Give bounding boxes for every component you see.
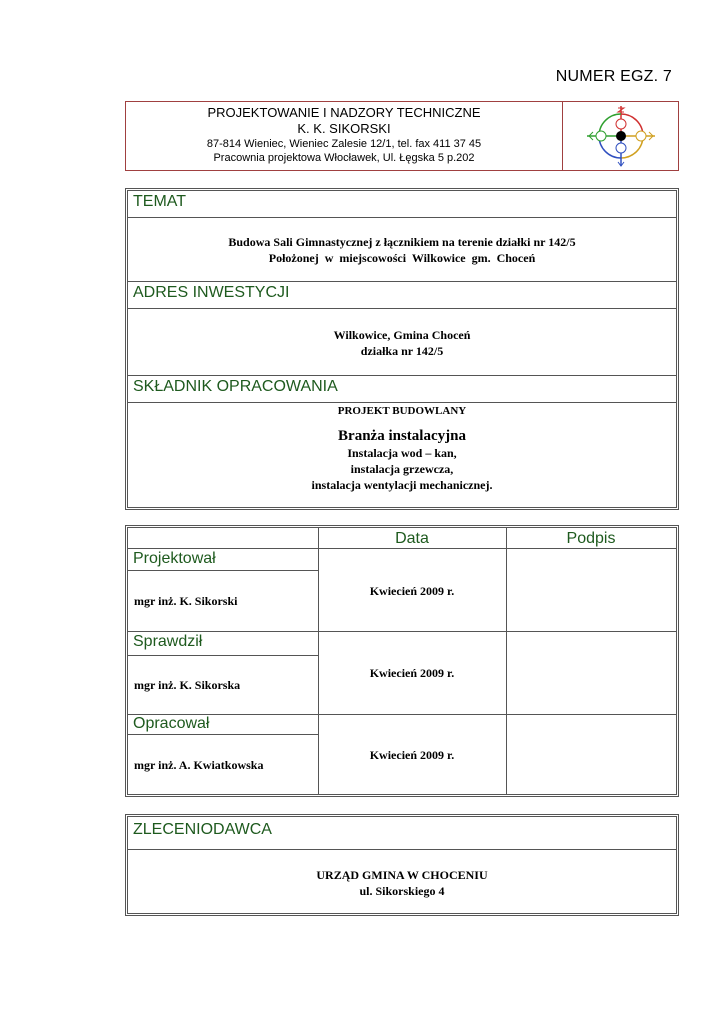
- skladnik-line-4: instalacja grzewcza,: [350, 462, 454, 476]
- col-data-header: Data: [395, 530, 429, 547]
- client-header-row: [128, 817, 676, 850]
- date-sprawdzil: Kwiecień 2009 r.: [369, 666, 455, 680]
- client-title: ZLECENIODAWCA: [133, 821, 272, 838]
- skladnik-line-3: Instalacja wod – kan,: [347, 446, 457, 460]
- client-content: [128, 867, 676, 899]
- role-sprawdzil: Sprawdził: [133, 633, 203, 650]
- row-3-divider: [128, 734, 318, 735]
- temat-content: [128, 218, 676, 282]
- temat-line-2: Położonej w miejscowości Wilkowice gm. Choceń: [268, 251, 536, 265]
- client-box: [125, 814, 679, 916]
- person-sprawdzil: mgr inż. K. Sikorska: [134, 678, 241, 692]
- person-projektowal: mgr inż. K. Sikorski: [134, 594, 238, 608]
- person-opracowal: mgr inż. A. Kwiatkowska: [134, 758, 264, 772]
- company-name: K. K. SIKORSKI: [297, 121, 391, 136]
- skladnik-line-5: instalacja wentylacji mechanicznej.: [311, 478, 493, 492]
- copy-number: NUMER EGZ. 7: [555, 68, 672, 85]
- header-divider: [128, 548, 676, 549]
- adres-content: [128, 309, 676, 376]
- skladnik-line-1: PROJEKT BUDOWLANY: [337, 405, 467, 417]
- date-opracowal: Kwiecień 2009 r.: [369, 748, 455, 762]
- adres-line-2: działka nr 142/5: [360, 344, 444, 358]
- company-office: Pracownia projektowa Włocławek, Ul. Łęgska 5 p.202: [213, 152, 475, 164]
- logo-cell: [562, 102, 679, 170]
- row-divider-2: [128, 714, 676, 715]
- temat-header-row: [128, 191, 676, 218]
- skladnik-line-2: Branża instalacyjna: [338, 428, 466, 444]
- col-podpis-header: Podpis: [566, 530, 616, 547]
- skladnik-title: SKŁADNIK OPRACOWANIA: [133, 378, 338, 395]
- column-divider-2: [506, 528, 507, 794]
- client-line-1: URZĄD GMINA W CHOCENIU: [316, 868, 488, 882]
- company-info: [126, 102, 562, 170]
- row-1-divider: [128, 570, 318, 571]
- adres-line-1: Wilkowice, Gmina Choceń: [333, 328, 471, 342]
- adres-header-row: [128, 282, 676, 309]
- row-divider-1: [128, 631, 676, 632]
- skladnik-content: [128, 403, 676, 493]
- temat-title: TEMAT: [133, 193, 187, 210]
- role-projektowal: Projektował: [133, 550, 216, 567]
- company-line-1: PROJEKTOWANIE I NADZORY TECHNICZNE: [207, 105, 481, 120]
- client-line-2: ul. Sikorskiego 4: [359, 884, 445, 898]
- compass-rose-logo-icon: [563, 102, 679, 170]
- temat-line-1: Budowa Sali Gimnastycznej z łącznikiem na terenie działki nr 142/5: [228, 235, 576, 249]
- date-projektowal: Kwiecień 2009 r.: [369, 584, 455, 598]
- row-2-divider: [128, 655, 318, 656]
- adres-title: ADRES INWESTYCJI: [133, 284, 290, 301]
- company-address: 87-814 Wieniec, Wieniec Zalesie 12/1, tel. fax 411 37 45: [206, 138, 482, 150]
- role-opracowal: Opracował: [133, 715, 210, 732]
- project-info-box: [125, 188, 679, 510]
- skladnik-header-row: [128, 376, 676, 403]
- company-header: [125, 101, 679, 171]
- signature-table: [125, 525, 679, 797]
